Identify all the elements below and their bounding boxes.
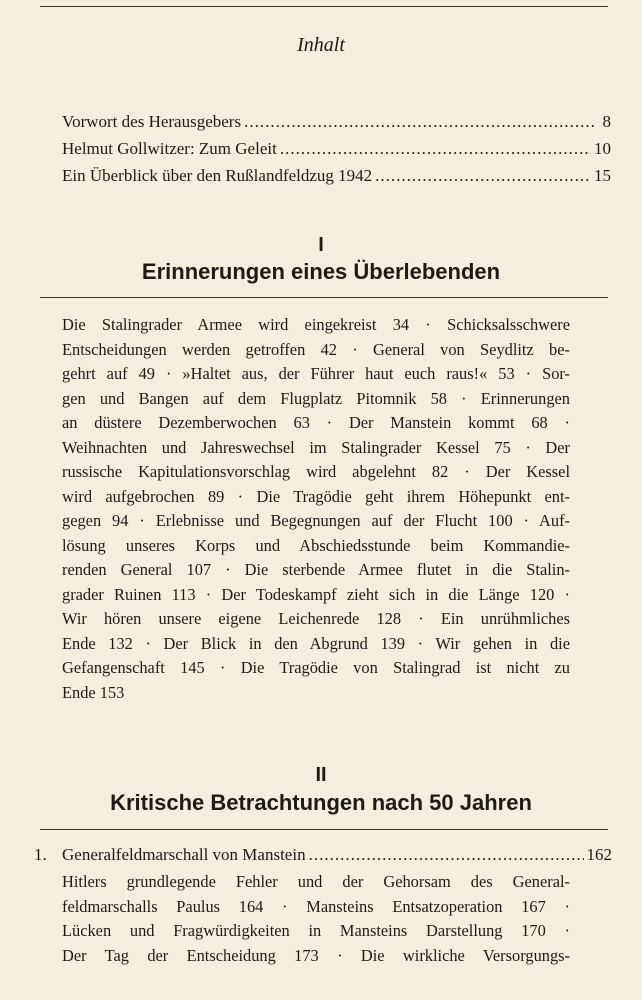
summary-line: russische Kapitulationsvorschlag wird abgelehnt 82 · Der Kessel <box>62 462 570 481</box>
summary-line: Die Stalingrader Armee wird eingekreist 34 · Schicksalsschwere <box>62 315 570 334</box>
section-title: Kritische Betrachtungen nach 50 Jahren <box>110 790 532 815</box>
section-summary <box>62 313 570 705</box>
summary-line: renden General 107 · Die sterbende Armee flutet in die Stalin- <box>62 560 570 579</box>
toc-entry-page: 10 <box>594 139 611 158</box>
leader-dots <box>375 166 591 186</box>
chapter-title: Generalfeldmarschall von Manstein <box>62 845 306 864</box>
chapter-entry <box>34 845 612 865</box>
toc-entry-title: Helmut Gollwitzer: Zum Geleit <box>62 139 277 158</box>
summary-line: feldmarschalls Paulus 164 · Mansteins Entsatzoperation 167 · <box>62 896 570 916</box>
summary-line: wird aufgebrochen 89 · Die Tragödie geht ihrem Höhepunkt ent- <box>62 486 570 506</box>
summary-line: gehrt auf 49 · »Haltet aus, der Führer haut euch raus!« 53 · Sor- <box>62 364 570 383</box>
section-number: I <box>318 234 324 256</box>
front-matter-list <box>62 112 611 193</box>
summary-line: Wir hören unsere eigene Leichenrede 128 · Ein unrühmliches <box>62 609 570 628</box>
summary-line: Hitlers grundlegende Fehler und der Gehorsam des General- <box>62 872 570 891</box>
leader-dots <box>244 112 594 132</box>
leader-dots <box>309 845 584 865</box>
section-rule <box>40 297 608 298</box>
top-rule <box>40 6 608 7</box>
summary-line: an düstere Dezemberwochen 63 · Der Manstein kommt 68 · <box>62 413 570 432</box>
section-rule <box>40 829 608 830</box>
summary-line: Weihnachten und Jahreswechsel im Stalingrader Kessel 75 · Der <box>62 437 570 457</box>
summary-line: Der Tag der Entscheidung 173 · Die wirkliche Versorgungs- <box>62 945 570 965</box>
summary-line: Entscheidungen werden getroffen 42 · General von Seydlitz be- <box>62 339 570 359</box>
summary-line: Ende 132 · Der Blick in den Abgrund 139 · Wir gehen in die <box>62 633 570 653</box>
summary-line: grader Ruinen 113 · Der Todeskampf zieht sich in die Länge 120 · <box>62 584 570 604</box>
section-number: II <box>315 764 327 786</box>
toc-entry-page: 15 <box>594 166 611 185</box>
leader-dots <box>280 139 591 159</box>
toc-entry <box>62 112 611 139</box>
toc-entry-page: 8 <box>602 112 611 131</box>
summary-line: Lücken und Fragwürdigkeiten in Mansteins Darstellung 170 · <box>62 921 570 940</box>
summary-line: gen und Bangen auf dem Flugplatz Pitomnik 58 · Erinnerungen <box>62 388 570 408</box>
summary-line: lösung unseres Korps und Abschiedsstunde beim Kommandie- <box>62 535 570 555</box>
toc-entry <box>62 166 611 193</box>
page-title: Inhalt <box>297 34 345 56</box>
chapter-summary <box>62 870 570 968</box>
toc-entry-title: Ein Überblick über den Rußlandfeldzug 1942 <box>62 166 373 185</box>
section-title: Erinnerungen eines Überlebenden <box>141 259 501 284</box>
chapter-page: 162 <box>586 845 612 864</box>
summary-line: Gefangenschaft 145 · Die Tragödie von Stalingrad ist nicht zu <box>62 658 570 677</box>
toc-entry-title: Vorwort des Herausgebers <box>62 112 242 131</box>
summary-line: gegen 94 · Erlebnisse und Begegnungen auf der Flucht 100 · Auf- <box>62 511 570 530</box>
toc-entry <box>62 139 611 166</box>
summary-line: Ende 153 <box>62 682 125 702</box>
chapter-number: 1. <box>34 845 47 864</box>
